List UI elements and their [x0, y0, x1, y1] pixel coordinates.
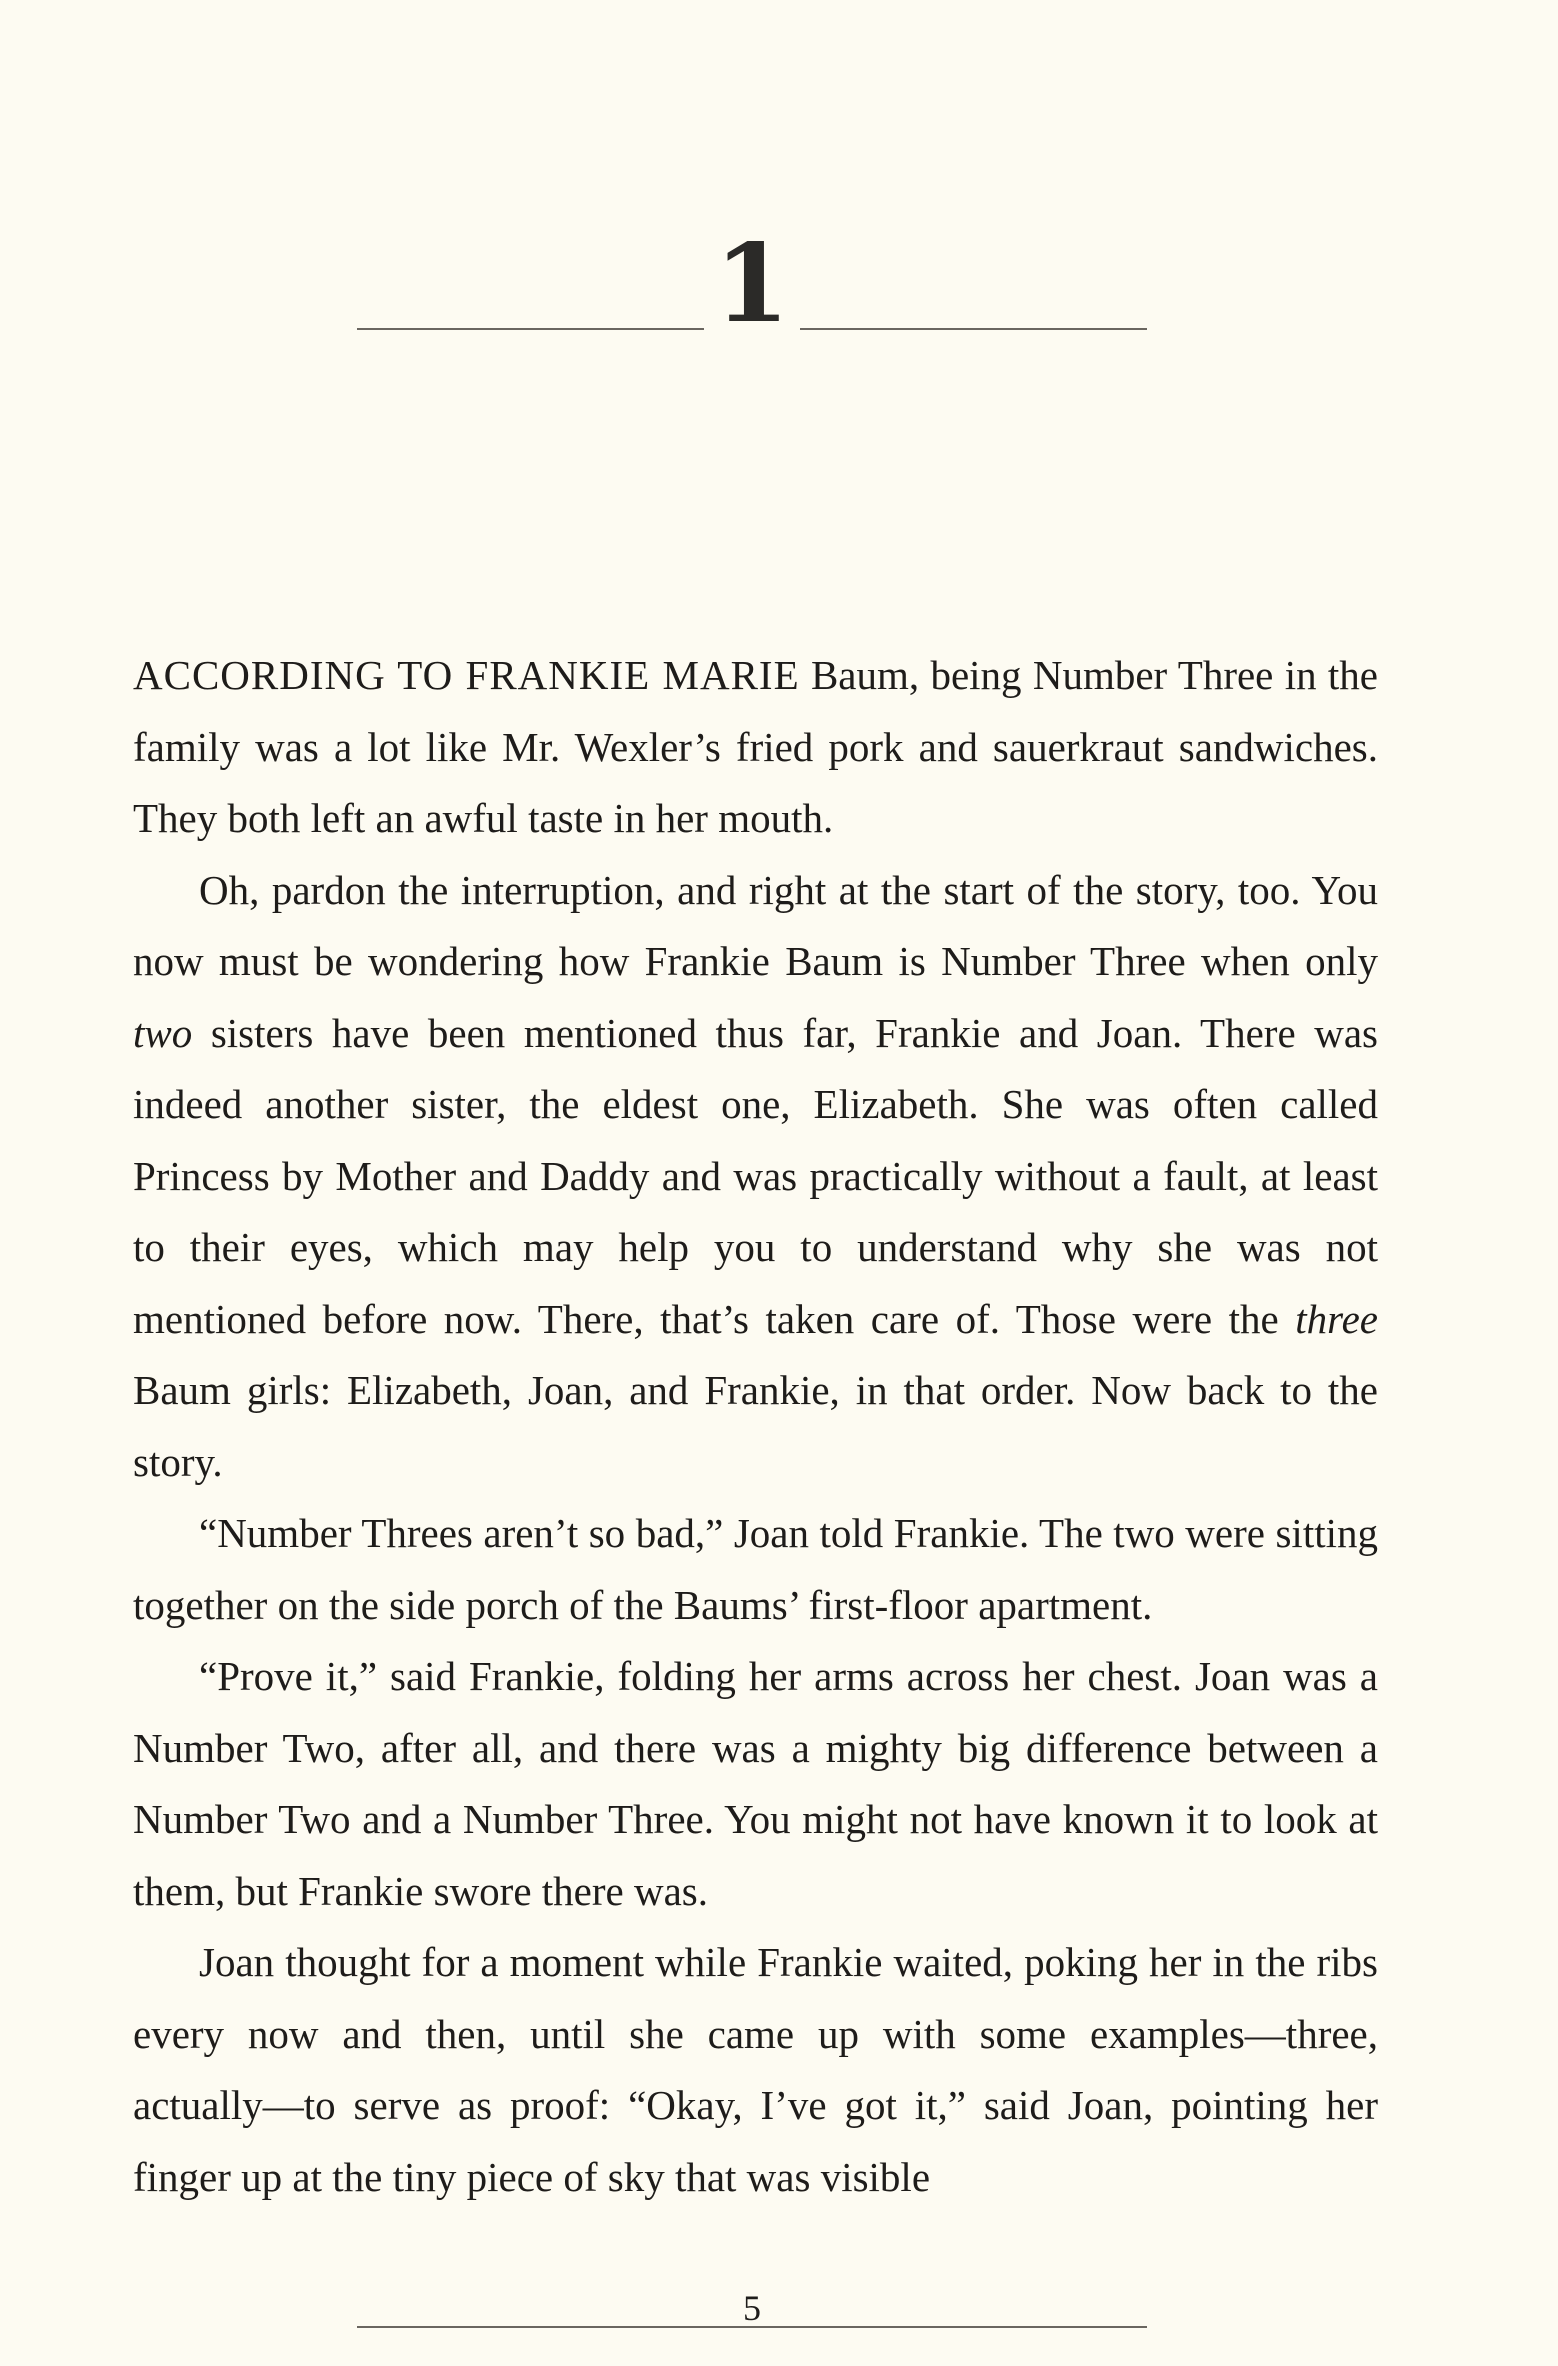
paragraph-2-text-b: sisters have been mentioned thus far, Frankie and Joan. There was indeed another sister, the eldest one, Elizabeth. She was often called Princess by Mother and Daddy and was practically without a fault, at least to their eyes, which may help you to understand why she was not mentioned before now. There, that’s taken care of. Those were the	[133, 1009, 1378, 1342]
paragraph-2	[133, 855, 1378, 1499]
paragraph-2-text-a: Oh, pardon the interruption, and right at the start of the story, too. You now must be wondering how Frankie Baum is Number Three when only	[133, 866, 1378, 984]
paragraph-5: Joan thought for a moment while Frankie waited, poking her in the ribs every now and then, until she came up with some examples—three, actually—to serve as proof: “Okay, I’ve got it,” said Joan, pointing her finger up at the tiny piece of sky that was visible	[133, 1939, 1378, 2200]
paragraph-1-text: Baum, being Number Three in the family was a lot like Mr. Wexler’s fried pork and sauerkraut sandwiches. They both left an awful taste in her mouth.	[133, 652, 1378, 841]
paragraph-4: “Prove it,” said Frankie, folding her arms across her chest. Joan was a Number Two, after all, and there was a mighty big difference between a Number Two and a Number Three. You might not have known it to look at them, but Frankie swore there was.	[133, 1653, 1378, 1914]
opening-small-caps: ACCORDING TO FRANKIE MARIE	[133, 652, 800, 698]
body-text	[133, 640, 1378, 2213]
chapter-number	[357, 221, 1147, 347]
emphasis-two: two	[133, 1009, 193, 1056]
page-number-text: 5	[743, 2288, 761, 2328]
page-footer	[357, 2288, 1147, 2338]
paragraph-3: “Number Threes aren’t so bad,” Joan told Frankie. The two were sitting together on the side porch of the Baums’ first-floor apartment.	[133, 1510, 1378, 1628]
chapter-number-text: 1	[704, 230, 799, 338]
chapter-heading	[357, 221, 1147, 347]
paragraph-1	[133, 640, 1378, 855]
paragraph-2-text-c: Baum girls: Elizabeth, Joan, and Frankie, in that order. Now back to the story.	[133, 1367, 1378, 1485]
page-number	[357, 2290, 1147, 2326]
emphasis-three: three	[1295, 1295, 1378, 1342]
